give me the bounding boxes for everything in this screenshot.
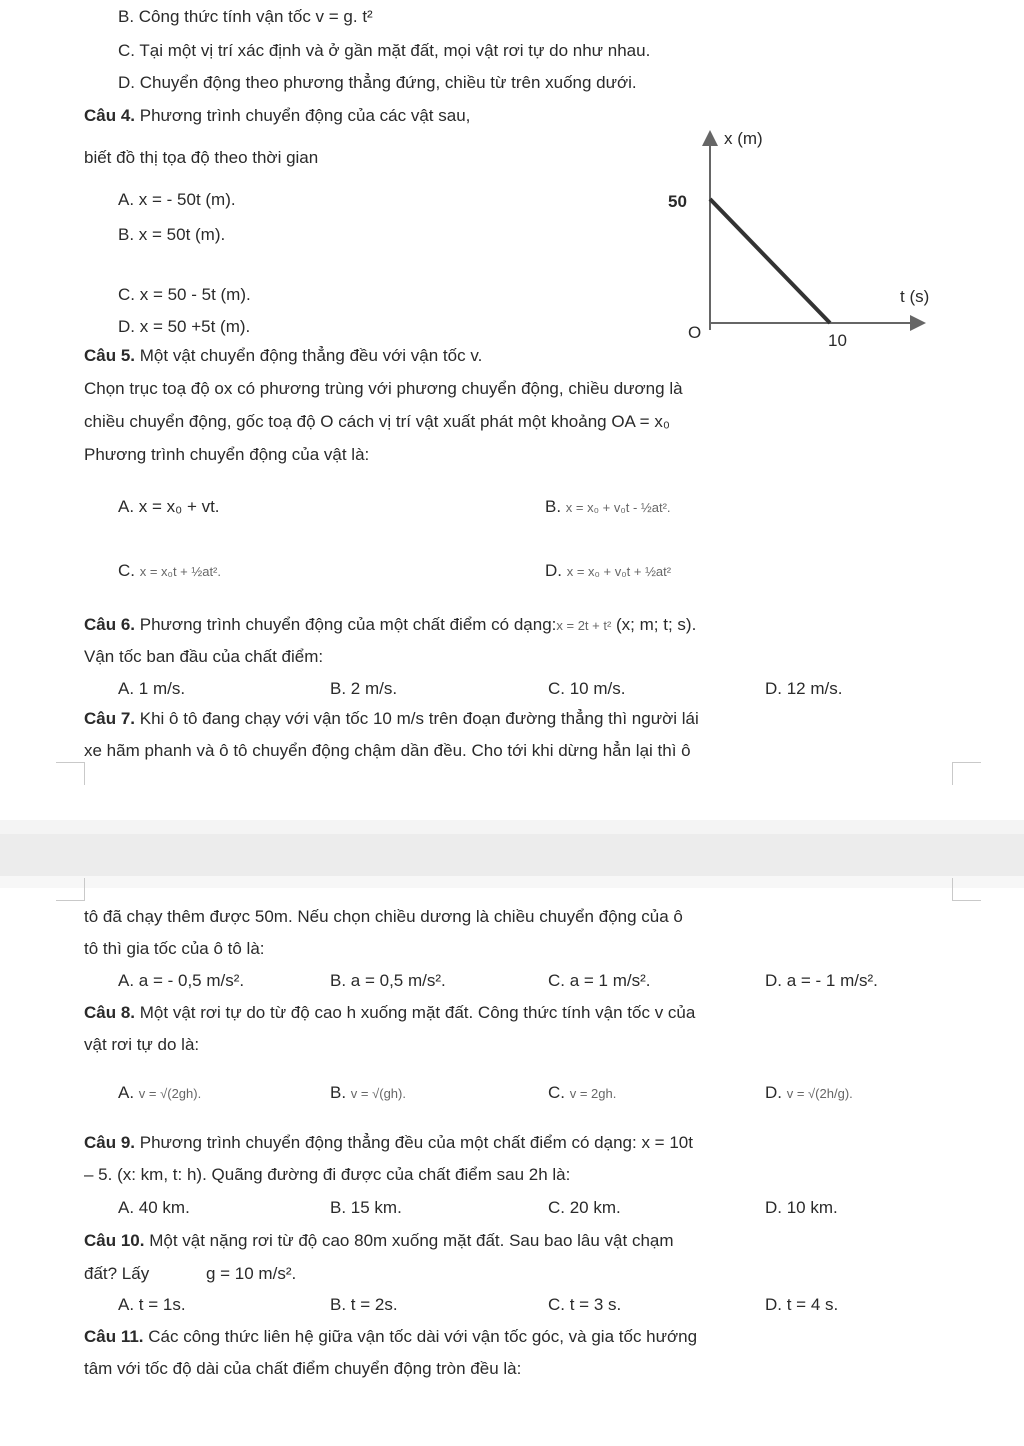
q8-option-a-formula: v = √(2gh).: [138, 1086, 202, 1101]
q4-text-1: Phương trình chuyển động của các vật sau,: [135, 106, 471, 125]
q10-question: [84, 1230, 674, 1252]
q6-option-d: D. 12 m/s.: [765, 679, 843, 698]
q9-option-c: C. 20 km.: [548, 1198, 621, 1217]
q5-text-3: chiều chuyển động, gốc toạ độ O cách vị trí vật xuất phát một khoảng OA = x₀: [84, 412, 670, 431]
q3-option-c: C. Tại một vị trí xác định và ở gần mặt đất, mọi vật rơi tự do như nhau.: [118, 41, 651, 60]
q8-option-d-letter: D.: [765, 1083, 782, 1102]
q7-option-c: C. a = 1 m/s².: [548, 971, 651, 990]
q8-option-b-formula: v = √(gh).: [350, 1086, 406, 1101]
q7-text-3: tô đã chạy thêm được 50m. Nếu chọn chiều dương là chiều chuyển động của ô: [84, 907, 683, 926]
q5-option-c-letter: C.: [118, 561, 135, 580]
q11-text-1: Các công thức liên hệ giữa vận tốc dài với vận tốc góc, và gia tốc hướng: [143, 1327, 698, 1346]
page-corner-mark: [56, 878, 85, 901]
q4-option-d: D. x = 50 +5t (m).: [118, 317, 251, 336]
q5-option-d-formula: x = x₀ + v₀t + ½at²: [566, 564, 672, 579]
q8-option-a: [118, 1082, 201, 1105]
q8-option-d-formula: v = √(2h/g).: [786, 1086, 853, 1101]
q10-text-2-label: đất? Lấy: [84, 1264, 150, 1283]
page-corner-mark: [56, 762, 85, 785]
q6-option-c: C. 10 m/s.: [548, 679, 626, 698]
q7-option-b: B. a = 0,5 m/s².: [330, 971, 446, 990]
q5-option-b-formula: x = x₀ + v₀t - ½at².: [565, 500, 671, 515]
q9-option-b: B. 15 km.: [330, 1198, 402, 1217]
q8-option-c: [548, 1082, 616, 1105]
q10-option-c: C. t = 3 s.: [548, 1295, 622, 1314]
q8-text-2: vật rơi tự do là:: [84, 1035, 200, 1054]
q6-text-2: Vận tốc ban đầu của chất điểm:: [84, 647, 324, 666]
q9-option-a: A. 40 km.: [118, 1198, 190, 1217]
q8-label: Câu 8.: [84, 1003, 136, 1022]
q4-text-2: biết đồ thị tọa độ theo thời gian: [84, 148, 319, 167]
q8-option-c-letter: C.: [548, 1083, 565, 1102]
q4-question: [84, 105, 470, 127]
q10-g-value: g = 10 m/s².: [205, 1264, 297, 1283]
q5-text-4: Phương trình chuyển động của vật là:: [84, 445, 370, 464]
q3-option-d: D. Chuyển động theo phương thẳng đứng, chiều từ trên xuống dưới.: [118, 73, 637, 92]
y-axis-label: x (m): [724, 129, 763, 148]
q6-text-1: Phương trình chuyển động của một chất điểm có dạng:: [135, 615, 557, 634]
q10-option-a: A. t = 1s.: [118, 1295, 186, 1314]
q4-label: Câu 4.: [84, 106, 136, 125]
q8-option-a-letter: A.: [118, 1083, 135, 1102]
q9-question: [84, 1132, 693, 1154]
q10-label: Câu 10.: [84, 1231, 145, 1250]
q8-option-d: [765, 1082, 853, 1105]
page-corner-mark: [952, 762, 981, 785]
q5-option-c-formula: x = x₀t + ½at².: [139, 564, 221, 579]
q7-text-1: Khi ô tô đang chạy với vận tốc 10 m/s trên đoạn đường thẳng thì người lái: [135, 709, 699, 728]
q9-option-d: D. 10 km.: [765, 1198, 838, 1217]
q5-text-2: Chọn trục toạ độ ox có phương trùng với phương chuyển động, chiều dương là: [84, 379, 683, 398]
q10-text-2: [84, 1263, 296, 1285]
q4-option-a: A. x = - 50t (m).: [118, 190, 236, 209]
q3-option-b: B. Công thức tính vận tốc v = g. t²: [118, 7, 373, 26]
series-line: [710, 199, 830, 323]
q7-question: [84, 708, 699, 730]
q11-text-2: tâm với tốc độ dài của chất điểm chuyển động tròn đều là:: [84, 1359, 522, 1378]
q5-option-d-letter: D.: [545, 561, 562, 580]
q10-option-d: D. t = 4 s.: [765, 1295, 839, 1314]
q6-label: Câu 6.: [84, 615, 136, 634]
q8-question: [84, 1002, 695, 1024]
q6-units: (x; m; t; s).: [611, 615, 697, 634]
q9-text-1: Phương trình chuyển động thẳng đều của một chất điểm có dạng: x = 10t: [135, 1133, 693, 1152]
page-break: [0, 820, 1024, 888]
q7-text-4: tô thì gia tốc của ô tô là:: [84, 939, 265, 958]
q6-option-b: B. 2 m/s.: [330, 679, 398, 698]
q5-option-a: A. x = x₀ + vt.: [118, 497, 220, 516]
q4-option-b: B. x = 50t (m).: [118, 225, 226, 244]
q10-option-b: B. t = 2s.: [330, 1295, 398, 1314]
page-corner-mark: [952, 878, 981, 901]
q7-option-a: A. a = - 0,5 m/s².: [118, 971, 245, 990]
q8-text-1: Một vật rơi tự do từ độ cao h xuống mặt đất. Công thức tính vận tốc v của: [135, 1003, 696, 1022]
x-tick-label: 10: [828, 331, 847, 350]
q7-label: Câu 7.: [84, 709, 136, 728]
q6-question: [84, 614, 696, 637]
x-axis-label: t (s): [900, 287, 930, 306]
q8-option-b: [330, 1082, 406, 1105]
q7-text-2: xe hãm phanh và ô tô chuyển động chậm dần đều. Cho tới khi dừng hẳn lại thì ô: [84, 741, 691, 760]
q7-option-d: D. a = - 1 m/s².: [765, 971, 878, 990]
y-tick-label: 50: [668, 192, 687, 211]
q9-label: Câu 9.: [84, 1133, 136, 1152]
q8-option-b-letter: B.: [330, 1083, 347, 1102]
q5-label: Câu 5.: [84, 346, 136, 365]
q4-option-c: C. x = 50 - 5t (m).: [118, 285, 251, 304]
q5-option-d: [545, 560, 671, 583]
q5-question: [84, 345, 482, 367]
q11-question: [84, 1326, 697, 1348]
q6-formula: x = 2t + t²: [556, 618, 612, 633]
q9-text-2: – 5. (x: km, t: h). Quãng đường đi được của chất điểm sau 2h là:: [84, 1165, 571, 1184]
q4-position-time-graph: [660, 120, 960, 360]
q5-option-c: [118, 560, 221, 583]
q8-option-c-formula: v = 2gh.: [569, 1086, 617, 1101]
q10-text-1: Một vật nặng rơi từ độ cao 80m xuống mặt đất. Sau bao lâu vật chạm: [144, 1231, 674, 1250]
q5-option-b-letter: B.: [545, 497, 562, 516]
q5-option-b: [545, 496, 671, 519]
q5-text-1: Một vật chuyển động thẳng đều với vận tốc v.: [135, 346, 483, 365]
q6-option-a: A. 1 m/s.: [118, 679, 186, 698]
origin-label: O: [688, 323, 702, 342]
q11-label: Câu 11.: [84, 1327, 144, 1346]
